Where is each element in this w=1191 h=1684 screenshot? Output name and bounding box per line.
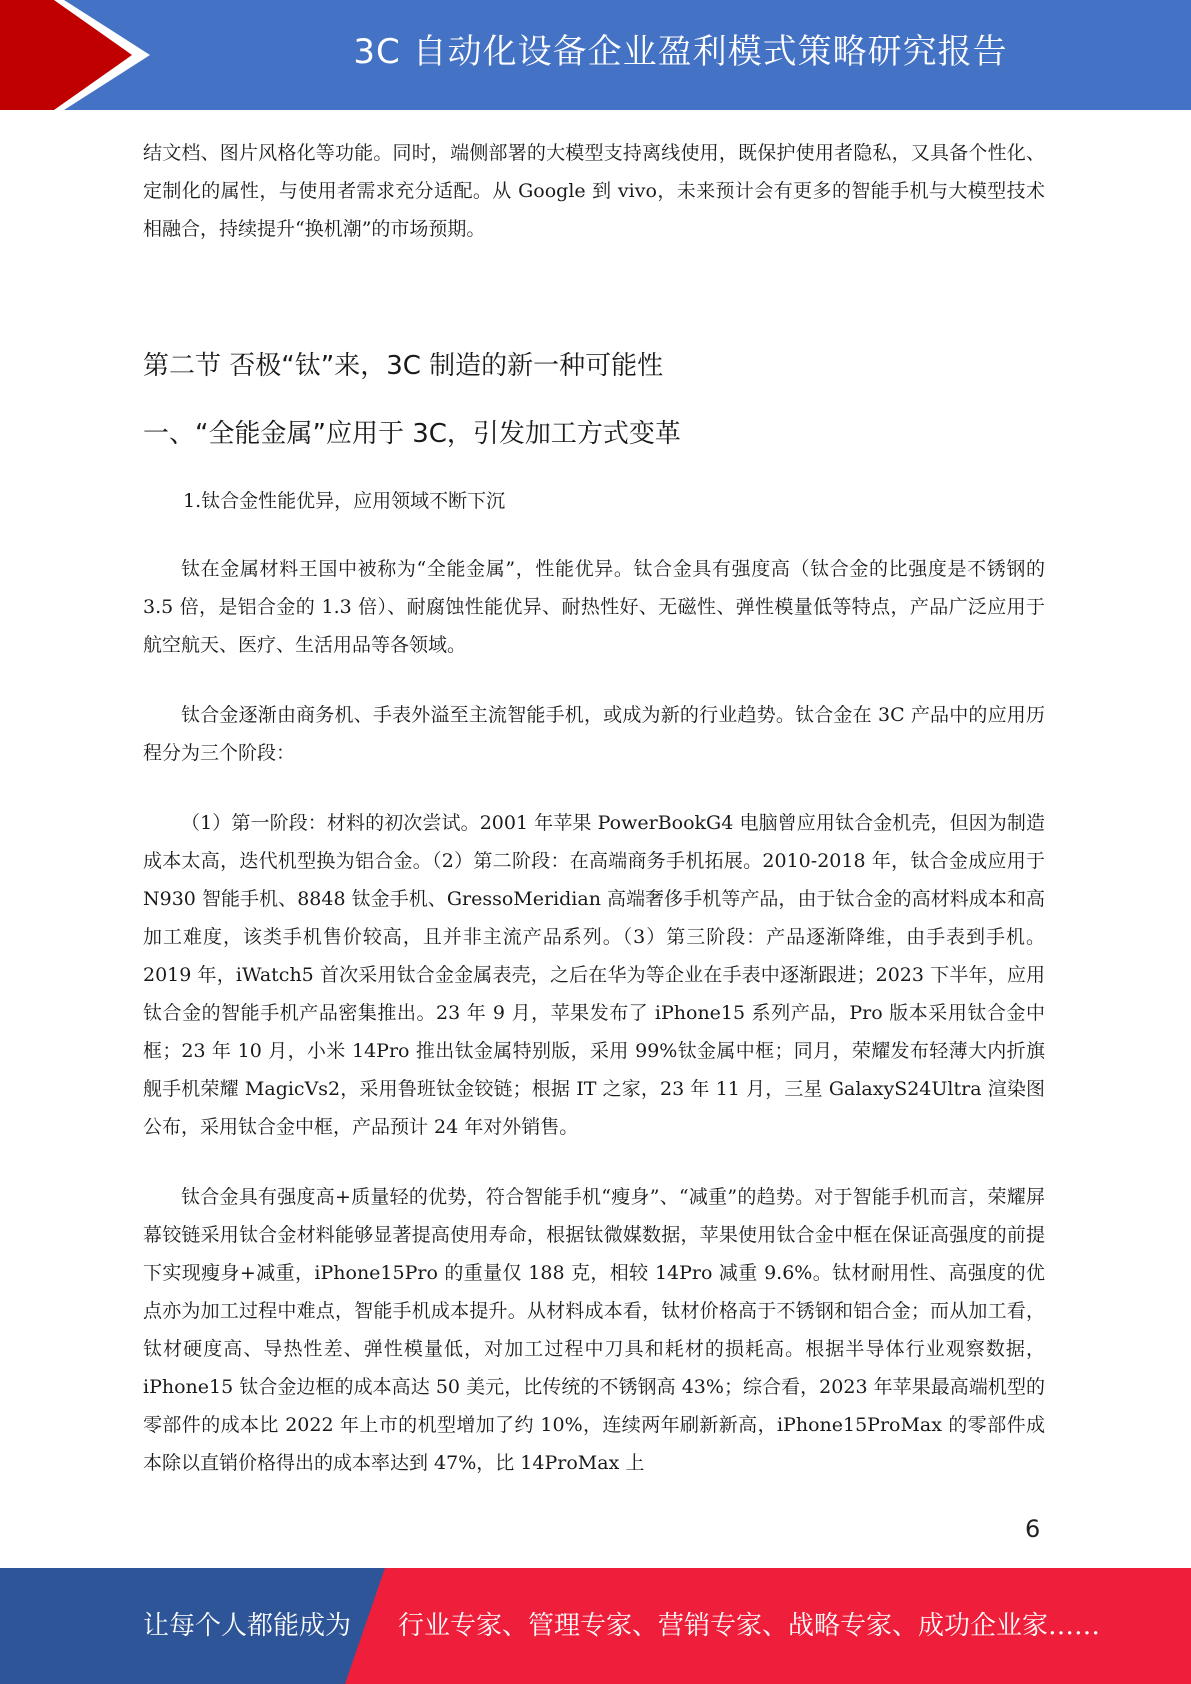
- paragraph-continuation: 结文档、图片风格化等功能。同时，端侧部署的大模型支持离线使用，既保护使用者隐私，又具备个性化、定制化的属性，与使用者需求充分适配。从 Google 到 vivo，未来预计会有更多的智能手机与大模型技术相融合，持续提升“换机潮”的市场预期。: [143, 142, 1045, 240]
- page-content: [143, 134, 1045, 1482]
- footer-slogan-left: 让每个人都能成为: [143, 1611, 352, 1641]
- section-heading: 第二节 否极“钛”来，3C 制造的新一种可能性: [143, 351, 664, 381]
- header-arrow-icon: [0, 0, 150, 110]
- paragraph-three-stages: （1）第一阶段：材料的初次尝试。2001 年苹果 PowerBookG4 电脑曾应用钛合金机壳，但因为制造成本太高，迭代机型换为铝合金。（2）第二阶段：在高端商务手机拓展。2010-2018 年，钛合金成应用于 N930 智能手机、8848 钛金手机、GressoMeridian 高端奢侈手机等产品，由于钛合金的高材料成本和高加工难度，该类手机售价较高，且并非主流产品系列。（3）第三阶段：产品逐渐降维，由手表到手机。2019 年，iWatch5 首次采用钛合金金属表壳，之后在华为等企业在手表中逐渐跟进；2023 下半年，应用钛合金的智能手机产品密集推出。23 年 9 月，苹果发布了 iPhone15 系列产品，Pro 版本采用钛合金中框；23 年 10 月，小米 14Pro 推出钛金属特别版，采用 99%钛金属中框；同月，荣耀发布轻薄大内折旗舰手机荣耀 MagicVs2，采用鲁班钛金铰链；根据 IT 之家，23 年 11 月，三星 GalaxyS24Ultra 渲染图公布，采用钛合金中框，产品预计 24 年对外销售。: [143, 812, 1045, 1138]
- report-title: 3C 自动化设备企业盈利模式策略研究报告: [353, 32, 1008, 72]
- page-footer: [0, 1568, 1191, 1684]
- page-header: [0, 0, 1191, 110]
- paragraph-titanium-trend: 钛合金逐渐由商务机、手表外溢至主流智能手机，或成为新的行业趋势。钛合金在 3C 产品中的应用历程分为三个阶段：: [143, 704, 1045, 764]
- paragraph-titanium-properties: 钛在金属材料王国中被称为“全能金属”，性能优异。钛合金具有强度高（钛合金的比强度是不锈钢的 3.5 倍，是铝合金的 1.3 倍）、耐腐蚀性能优异、耐热性好、无磁性、弹性模量低等特点，产品广泛应用于航空航天、医疗、生活用品等各领域。: [143, 558, 1045, 656]
- sub-heading: 1.钛合金性能优异，应用领域不断下沉: [183, 490, 506, 512]
- paragraph-titanium-advantages: 钛合金具有强度高+质量轻的优势，符合智能手机“瘦身”、“减重”的趋势。对于智能手机而言，荣耀屏幕铰链采用钛合金材料能够显著提高使用寿命，根据钛微媒数据，苹果使用钛合金中框在保证高强度的前提下实现瘦身+减重，iPhone15Pro 的重量仅 188 克，相较 14Pro 减重 9.6%。钛材耐用性、高强度的优点亦为加工过程中难点，智能手机成本提升。从材料成本看，钛材价格高于不锈钢和铝合金；而从加工看，钛材硬度高、导热性差、弹性模量低，对加工过程中刀具和耗材的损耗高。根据半导体行业观察数据，iPhone15 钛合金边框的成本高达 50 美元，比传统的不锈钢高 43%；综合看，2023 年苹果最高端机型的零部件的成本比 2022 年上市的机型增加了约 10%，连续两年刷新新高，iPhone15ProMax 的零部件成本除以直销价格得出的成本率达到 47%，比 14ProMax 上: [143, 1186, 1045, 1474]
- footer-slogan-right: 行业专家、管理专家、营销专家、战略专家、成功企业家……: [398, 1611, 1101, 1641]
- page-number: 6: [1025, 1515, 1041, 1543]
- chapter-heading: 一、“全能金属”应用于 3C，引发加工方式变革: [143, 419, 681, 449]
